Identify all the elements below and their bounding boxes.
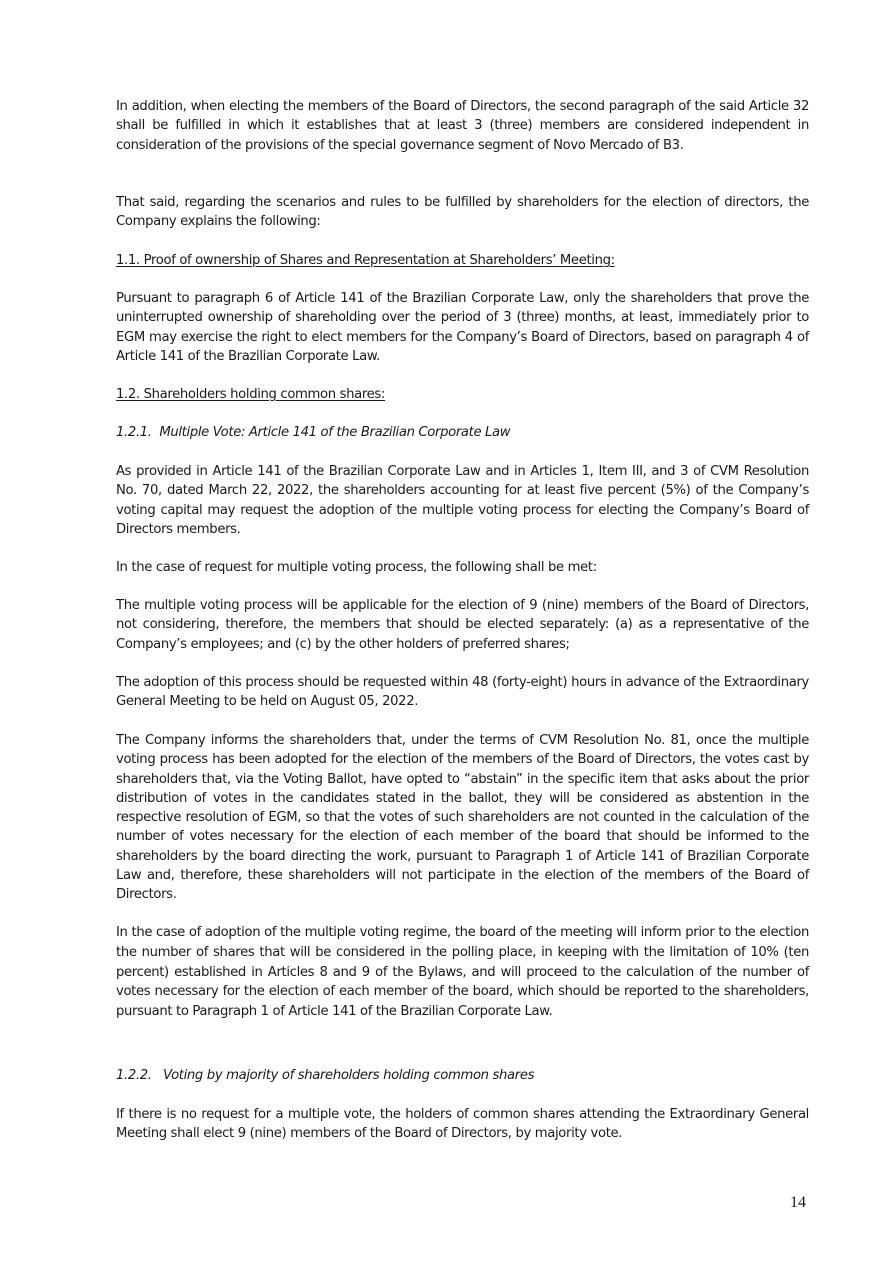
subsection-heading-1-2-2: 1.2.2. Voting by majority of shareholders holding common shares bbox=[116, 1068, 535, 1083]
paragraph-cvm-resolution-81: The Company informs the shareholders that, under the terms of CVM Resolution No. 81, once the multiple voting process has been adopted for the election of the members of the Board of Directors, the votes cast by shareholders that, via the Voting Ballot, have opted to “abstain” in the specific item that asks about the prior distribution of votes in the candidates stated in the ballot, they will be considered as abstention in the respective resolution of EGM, so that the votes of such shareholders are not counted in the calculation of the number of votes necessary for the election of each member of the board that should be informed to the shareholders by the board directing the work, pursuant to Paragraph 1 of Article 141 of Brazilian Corporate Law and, therefore, these shareholders will not participate in the election of the members of the Board of Directors. bbox=[116, 733, 809, 903]
paragraph-48-hours: The adoption of this process should be requested within 48 (forty-eight) hours in advance of the Extraordinary General Meeting to be held on August 05, 2022. bbox=[116, 675, 809, 710]
paragraph-proof-of-ownership: Pursuant to paragraph 6 of Article 141 of the Brazilian Corporate Law, only the shareholders that prove the uninterrupted ownership of shareholding over the period of 3 (three) months, at least, immediately prior to EGM may exercise the right to elect members for the Company’s Board of Directors, based on paragraph 4 of Article 141 of the Brazilian Corporate Law. bbox=[116, 291, 809, 364]
section-heading-1-1: 1.1. Proof of ownership of Shares and Representation at Shareholders’ Meeting: bbox=[116, 253, 615, 268]
section-heading-1-2: 1.2. Shareholders holding common shares: bbox=[116, 387, 386, 402]
paragraph-board-independence: In addition, when electing the members of the Board of Directors, the second paragraph of the said Article 32 shall be fulfilled in which it establishes that at least 3 (three) members are considered independent in consideration of the provisions of the special governance segment of Novo Mercado of B3. bbox=[116, 99, 809, 153]
paragraph-multiple-voting-regime: In the case of adoption of the multiple voting regime, the board of the meeting will inform prior to the election the number of shares that will be considered in the polling place, in keeping with the limitation of 10% (ten percent) established in Articles 8 and 9 of the Bylaws, and will proceed to the calculation of the number of votes necessary for the election of each member of the board, which should be reported to the shareholders, pursuant to Paragraph 1 of Article 141 of the Brazilian Corporate Law. bbox=[116, 925, 809, 1020]
subsection-heading-1-2-1: 1.2.1. Multiple Vote: Article 141 of the Brazilian Corporate Law bbox=[116, 425, 511, 440]
paragraph-multiple-vote-request: As provided in Article 141 of the Brazilian Corporate Law and in Articles 1, Item III, and 3 of CVM Resolution No. 70, dated March 22, 2022, the shareholders accounting for at least five percent (5%) of the Company’s voting capital may request the adoption of the multiple voting process for electing the Company’s Board of Directors members. bbox=[116, 464, 809, 537]
paragraph-multiple-vote-conditions: In the case of request for multiple voting process, the following shall be met: bbox=[116, 560, 597, 575]
paragraph-nine-members: The multiple voting process will be applicable for the election of 9 (nine) members of the Board of Directors, not considering, therefore, the members that should be elected separately: (a) as a representative of the Company’s employees; and (c) by the other holders of preferred shares; bbox=[116, 598, 809, 652]
page-number: 14 bbox=[790, 1194, 806, 1211]
paragraph-majority-vote: If there is no request for a multiple vote, the holders of common shares attending the Extraordinary General Meeting shall elect 9 (nine) members of the Board of Directors, by majority vote. bbox=[116, 1107, 809, 1142]
paragraph-election-scenarios: That said, regarding the scenarios and rules to be fulfilled by shareholders for the election of directors, the Company explains the following: bbox=[116, 195, 809, 230]
